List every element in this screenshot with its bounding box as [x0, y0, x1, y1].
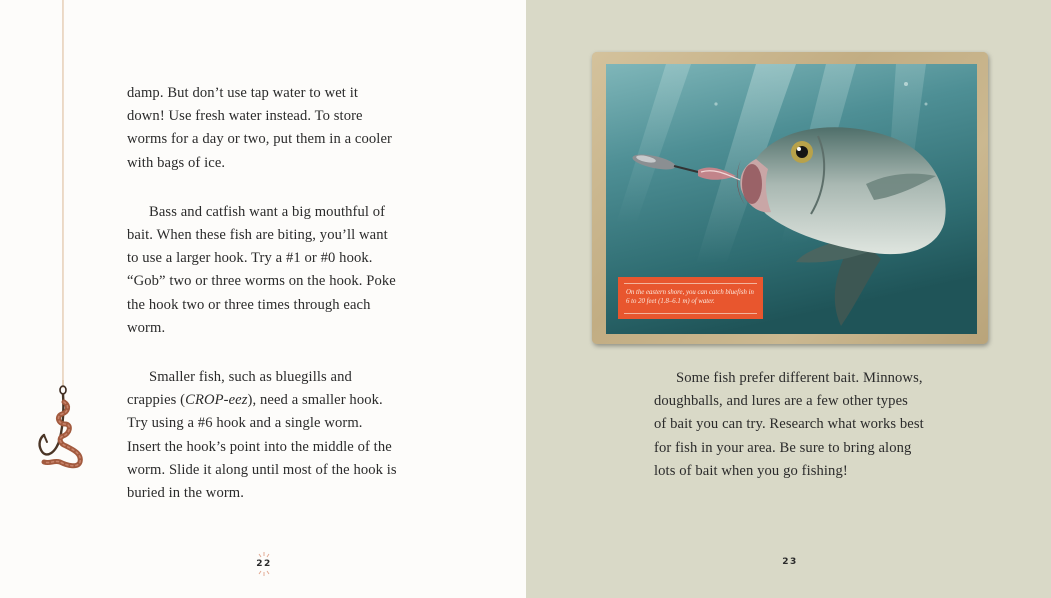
paragraph-1: damp. But don’t use tap water to wet it down! Use fresh water instead. To store worms for a day or two, put them in a cooler with bags of ice. [127, 85, 392, 171]
paragraph-4: Some fish prefer different bait. Minnows, doughballs, and lures are a few other types of bait you can try. Research what works best for fish in your area. Be sure to bring along lots of bait when you go fishing! [654, 370, 924, 479]
paragraph-3 [127, 366, 397, 505]
paragraph-3-end: ), need a smaller hook. Try using a #6 hook and a single worm. Insert the hook’s point into the middle of the worm. Slide it along until most of the hook is buried in the worm. [127, 392, 397, 502]
photo-caption [618, 277, 763, 319]
caption-rule-top [624, 283, 757, 284]
pronunciation: CROP-eez [185, 392, 248, 409]
left-page-text [127, 82, 397, 531]
page-number-left: 22 [256, 559, 272, 569]
fishhook-with-worm-icon [30, 380, 90, 470]
fishing-line-icon [59, 0, 67, 392]
caption-rule-bottom [624, 313, 757, 314]
caption-text: On the eastern shore, you can catch bluefish in 6 to 20 feet (1.8–6.1 m) of water. [626, 289, 754, 305]
paragraph-2: Bass and catfish want a big mouthful of bait. When these fish are biting, you’ll want to use a larger hook. Try a #1 or #0 hook. “Gob” two or three worms on the hook. Poke the hook two or three times through each worm. [127, 203, 396, 336]
page-number-right: 23 [782, 557, 798, 567]
paragraph-3-start: Smaller fish, such as bluegills and crappies ( [127, 369, 352, 409]
right-page-text [654, 367, 924, 509]
